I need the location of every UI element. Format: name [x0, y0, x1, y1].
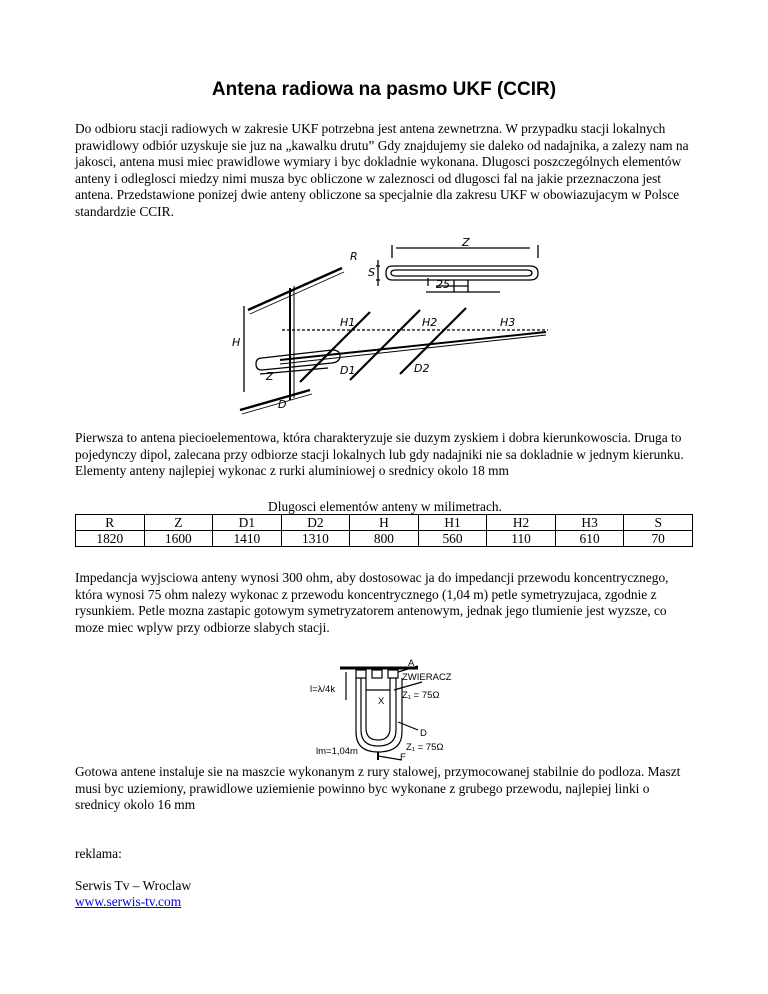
header-cell: S — [624, 515, 693, 531]
page-title: Antena radiowa na pasmo UKF (CCIR) — [211, 79, 557, 100]
impedance-paragraph: Impedancja wyjsciowa anteny wynosi 300 ohm, aby dostosowac ja do impedancji przewodu koncentrycznego, która wynosi 75 ohm nalezy wykonac z przewodu koncentrycznego (1,04 m) petle symetryzujaca, zgodnie z rysunkiem. Petle mozna zastapic gotowym symetryzatorem antenowym, jednak jego tlumienie jest wyzsze, co moze miec wplyw przy odbiorze slabych stacji. — [75, 570, 669, 635]
table-header-row — [76, 515, 693, 531]
dimensions-table — [75, 514, 693, 547]
value-cell: 1310 — [281, 531, 350, 547]
advert-company: Serwis Tv – Wroclaw — [75, 878, 192, 893]
intro-paragraph: Do odbioru stacji radiowych w zakresie UKF potrzebna jest antena zewnetrzna. W przypadku stacji lokalnych prawidlowy odbiór uzyskuje sie juz na „kawalku drutu” Gdy znajdujemy sie daleko od nadajnika, a zalezy nam na jakosci, antena musi miec prawidlowe wymiary i byc dokladnie wykonana. Dlugosci poszczególnych elementów anteny i odleglosci miedzy nimi musza byc obliczone w zaleznosci od dlugosci fal na jakie przeznaczona jest antena. Przedstawione ponizej dwie anteny obliczone sa specjalnie dla zakresu UKF w obowiazujacym w Polsce standardzie CCIR. — [75, 121, 689, 219]
header-cell: H1 — [418, 515, 487, 531]
label-f: F — [400, 752, 406, 763]
value-cell: 1600 — [144, 531, 213, 547]
value-cell: 110 — [487, 531, 556, 547]
label-h1: H1 — [340, 316, 356, 329]
label-s: S — [368, 266, 375, 279]
label-d: D — [420, 728, 427, 739]
label-r: R — [350, 250, 358, 263]
label-a: A — [408, 658, 415, 669]
label-25: 25 — [436, 278, 450, 291]
header-cell: H3 — [555, 515, 624, 531]
value-cell: 800 — [350, 531, 419, 547]
label-z-top: Z — [462, 236, 470, 249]
description-paragraph: Pierwsza to antena piecioelementowa, która charakteryzuje sie duzym zyskiem i dobra kierunkowoscia. Druga to pojedynczy dipol, zalecana przy odbiorze stacji lokalnych lub gdy nadajniki nie sa dokladnie w jednym kierunku. Elementy anteny najlepiej wykonac z rurki aluminiowej o srednicy okolo 18 mm — [75, 430, 684, 479]
advert-label: reklama: — [75, 846, 122, 861]
header-cell: Z — [144, 515, 213, 531]
label-l-formula: l=λ/4k — [310, 684, 336, 695]
yagi-antenna-diagram — [200, 236, 560, 420]
header-cell: H — [350, 515, 419, 531]
label-z: Z — [266, 370, 274, 383]
label-h3: H3 — [500, 316, 516, 329]
label-d2: D2 — [414, 362, 430, 375]
label-lm: lm=1,04m — [316, 746, 358, 757]
value-cell: 1820 — [76, 531, 145, 547]
label-h2: H2 — [422, 316, 438, 329]
label-d1: D1 — [340, 364, 356, 377]
header-cell: H2 — [487, 515, 556, 531]
header-cell: D2 — [281, 515, 350, 531]
header-cell: R — [76, 515, 145, 531]
label-z1-bottom: Z₁ = 75Ω — [406, 742, 444, 753]
value-cell: 560 — [418, 531, 487, 547]
value-cell: 610 — [555, 531, 624, 547]
label-z1-top: Z₁ = 75Ω — [402, 690, 440, 701]
label-x: X — [378, 696, 385, 707]
balun-loop-diagram — [310, 658, 480, 763]
table-caption: Dlugosci elementów anteny w milimetrach. — [268, 499, 502, 514]
label-h: H — [232, 336, 241, 349]
label-d: D — [278, 398, 287, 411]
installation-paragraph: Gotowa antene instaluje sie na maszcie wykonanym z rury stalowej, przymocowanej stabilnie do podloza. Maszt musi byc uziemiony, prawidlowe uziemienie powinno byc wykonane z grubego przewodu, najlepiej linki o srednicy okolo 16 mm — [75, 764, 681, 813]
label-zwieracz: ZWIERACZ — [402, 672, 452, 683]
value-cell: 1410 — [213, 531, 282, 547]
value-cell: 70 — [624, 531, 693, 547]
advert-link[interactable]: www.serwis-tv.com — [75, 894, 182, 909]
table-value-row — [76, 531, 693, 547]
header-cell: D1 — [213, 515, 282, 531]
